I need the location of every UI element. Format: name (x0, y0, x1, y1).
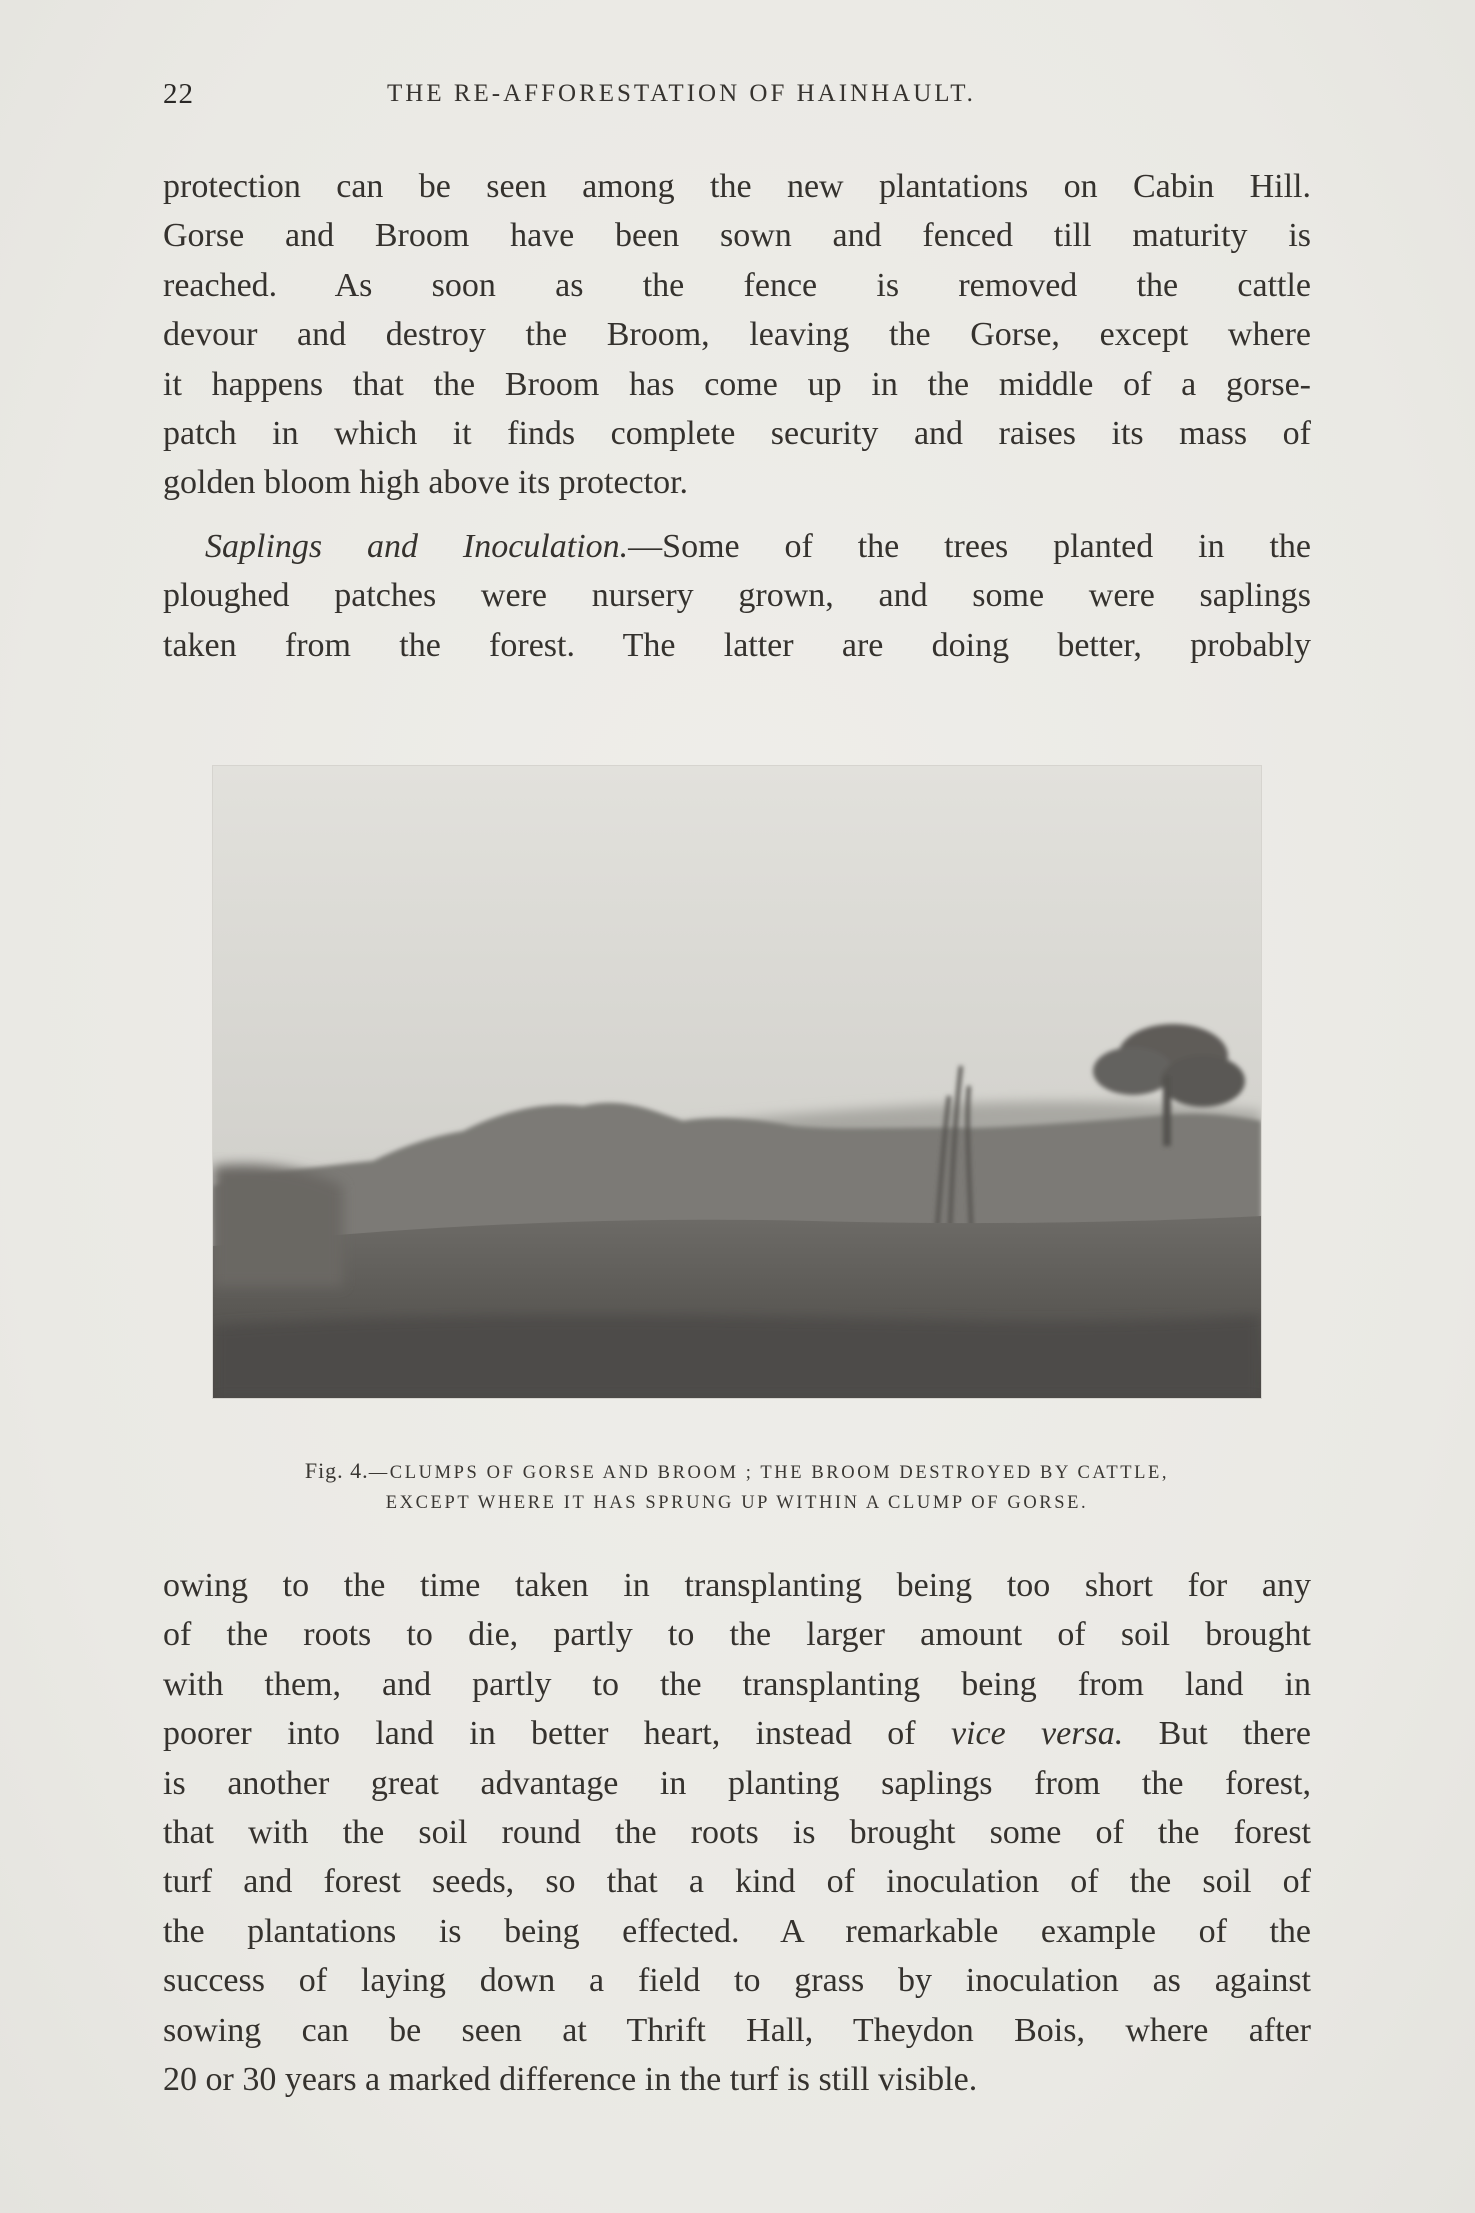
text-line: with them, and partly to the transplanting being from land in (163, 1665, 1311, 1703)
gorse-broom-photo (213, 766, 1261, 1398)
paragraph-inoculation (163, 1561, 1311, 2104)
text-line: sowing can be seen at Thrift Hall, Theydon Bois, where after (163, 2011, 1311, 2049)
text-line: patch in which it finds complete security and raises its mass of (163, 414, 1311, 452)
text-line: the plantations is being effected. A remarkable example of the (163, 1912, 1311, 1950)
text-line: success of laying down a field to grass by inoculation as against (163, 1962, 1311, 2000)
text-line: is another great advantage in planting saplings from the forest, (163, 1764, 1311, 1802)
text-line: that with the soil round the roots is brought some of the forest (163, 1813, 1311, 1851)
text-line: ploughed patches were nursery grown, and some were saplings (163, 577, 1311, 615)
text-line: it happens that the Broom has come up in the middle of a gorse- (163, 365, 1311, 403)
text-line: turf and forest seeds, so that a kind of inoculation of the soil of (163, 1863, 1311, 1901)
text-run: poorer into land in better heart, instead of (163, 1715, 951, 1753)
page-number: 22 (163, 78, 194, 110)
section-heading: Saplings and Inoculation. (205, 528, 629, 565)
figure-caption-line-2: EXCEPT WHERE IT HAS SPRUNG UP WITHIN A CLUMP OF GORSE. (385, 1493, 1089, 1513)
figure-photograph (212, 765, 1262, 1399)
paragraph-saplings (163, 522, 1311, 670)
text-run: But there (1123, 1715, 1311, 1753)
italic-phrase: vice versa. (950, 1715, 1124, 1753)
text-line: Gorse and Broom have been sown and fenced till maturity is (163, 217, 1311, 255)
page-header (163, 78, 1313, 118)
caption-text: —CLUMPS OF GORSE AND BROOM ; THE BROOM DESTROYED BY CATTLE, (368, 1463, 1170, 1483)
paragraph-gorse-broom (163, 162, 1311, 508)
text-line: protection can be seen among the new plantations on Cabin Hill. (163, 168, 1311, 205)
text-line (163, 522, 1311, 571)
text-line: taken from the forest. The latter are doing better, probably (163, 626, 1311, 664)
text-line (163, 1709, 1311, 1758)
text-line: 20 or 30 years a marked difference in the turf is still visible. (163, 2060, 978, 2098)
text-line: devour and destroy the Broom, leaving the Gorse, except where (163, 316, 1311, 354)
figure-label: Fig. 4. (304, 1458, 369, 1483)
text-run: —Some of the trees planted in the (628, 528, 1311, 565)
figure-caption-line-1 (163, 1458, 1311, 1484)
text-line: owing to the time taken in transplanting being too short for any (163, 1567, 1311, 1604)
text-line: reached. As soon as the fence is removed the cattle (163, 266, 1311, 304)
text-line: golden bloom high above its protector. (163, 464, 689, 502)
text-line: of the roots to die, partly to the larger amount of soil brought (163, 1616, 1311, 1654)
running-head: THE RE-AFFORESTATION OF HAINHAULT. (387, 80, 976, 107)
